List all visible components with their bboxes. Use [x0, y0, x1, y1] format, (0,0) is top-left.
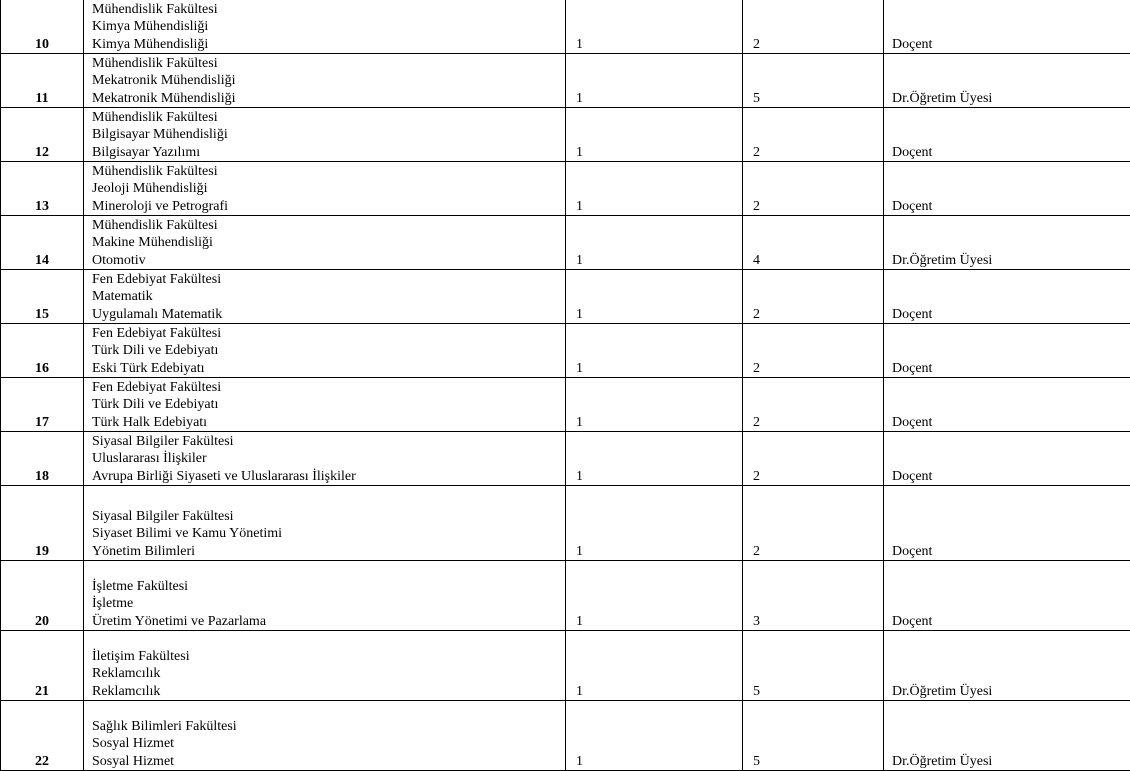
program-name: Eski Türk Edebiyatı — [92, 360, 565, 378]
degree-value: 2 — [743, 324, 884, 378]
row-number: 10 — [1, 0, 84, 54]
department-name: İşletme — [92, 595, 565, 613]
table-row — [1, 54, 1130, 108]
degree-value: 2 — [743, 486, 884, 561]
degree-value: 4 — [743, 216, 884, 270]
academic-title: Doçent — [884, 108, 1130, 162]
academic-title: Doçent — [884, 378, 1130, 432]
row-number: 20 — [1, 561, 84, 631]
program-name: Bilgisayar Yazılımı — [92, 144, 565, 162]
table-row — [1, 701, 1130, 771]
program-name: Uygulamalı Matematik — [92, 306, 565, 324]
unit-cell — [84, 631, 566, 701]
academic-title: Doçent — [884, 561, 1130, 631]
unit-cell — [84, 54, 566, 108]
position-count: 1 — [566, 432, 743, 486]
position-count: 1 — [566, 0, 743, 54]
department-name: Bilgisayar Mühendisliği — [92, 126, 565, 144]
academic-title: Dr.Öğretim Üyesi — [884, 54, 1130, 108]
row-number: 17 — [1, 378, 84, 432]
academic-title: Doçent — [884, 432, 1130, 486]
unit-cell — [84, 108, 566, 162]
table-row — [1, 216, 1130, 270]
position-count: 1 — [566, 324, 743, 378]
program-name: Üretim Yönetimi ve Pazarlama — [92, 613, 565, 631]
position-count: 1 — [566, 54, 743, 108]
faculty-name: Mühendislik Fakültesi — [92, 55, 565, 73]
academic-title: Dr.Öğretim Üyesi — [884, 216, 1130, 270]
academic-title: Doçent — [884, 324, 1130, 378]
department-name: Türk Dili ve Edebiyatı — [92, 396, 565, 414]
faculty-name: Mühendislik Fakültesi — [92, 217, 565, 235]
unit-cell — [84, 0, 566, 54]
degree-value: 2 — [743, 162, 884, 216]
table-row — [1, 432, 1130, 486]
row-number: 15 — [1, 270, 84, 324]
degree-value: 2 — [743, 378, 884, 432]
faculty-name: Siyasal Bilgiler Fakültesi — [92, 433, 565, 451]
program-name: Kimya Mühendisliği — [92, 36, 565, 54]
position-count: 1 — [566, 270, 743, 324]
degree-value: 2 — [743, 108, 884, 162]
department-name: Mekatronik Mühendisliği — [92, 72, 565, 90]
degree-value: 2 — [743, 270, 884, 324]
degree-value: 5 — [743, 701, 884, 771]
position-count: 1 — [566, 631, 743, 701]
program-name: Türk Halk Edebiyatı — [92, 414, 565, 432]
faculty-name: Siyasal Bilgiler Fakültesi — [92, 508, 565, 526]
row-number: 22 — [1, 701, 84, 771]
table-row — [1, 561, 1130, 631]
degree-value: 2 — [743, 432, 884, 486]
program-name: Avrupa Birliği Siyaseti ve Uluslararası İlişkiler — [92, 468, 565, 486]
unit-cell — [84, 270, 566, 324]
position-count: 1 — [566, 486, 743, 561]
academic-title: Dr.Öğretim Üyesi — [884, 701, 1130, 771]
department-name: Jeoloji Mühendisliği — [92, 180, 565, 198]
unit-cell — [84, 486, 566, 561]
table-row — [1, 108, 1130, 162]
unit-cell — [84, 561, 566, 631]
department-name: Matematik — [92, 288, 565, 306]
table-row — [1, 162, 1130, 216]
table-row — [1, 324, 1130, 378]
academic-title: Dr.Öğretim Üyesi — [884, 631, 1130, 701]
position-count: 1 — [566, 108, 743, 162]
position-count: 1 — [566, 216, 743, 270]
unit-cell — [84, 324, 566, 378]
department-name: Uluslararası İlişkiler — [92, 450, 565, 468]
table-row — [1, 631, 1130, 701]
academic-title: Doçent — [884, 486, 1130, 561]
degree-value: 2 — [743, 0, 884, 54]
table-row — [1, 378, 1130, 432]
department-name: Kimya Mühendisliği — [92, 18, 565, 36]
row-number: 18 — [1, 432, 84, 486]
table-row — [1, 270, 1130, 324]
program-name: Reklamcılık — [92, 683, 565, 701]
row-number: 12 — [1, 108, 84, 162]
faculty-name: Mühendislik Fakültesi — [92, 1, 565, 19]
row-number: 13 — [1, 162, 84, 216]
table-row — [1, 486, 1130, 561]
faculty-name: Fen Edebiyat Fakültesi — [92, 379, 565, 397]
row-number: 14 — [1, 216, 84, 270]
faculty-name: Fen Edebiyat Fakültesi — [92, 271, 565, 289]
unit-cell — [84, 432, 566, 486]
program-name: Yönetim Bilimleri — [92, 543, 565, 561]
row-number: 19 — [1, 486, 84, 561]
faculty-name: Fen Edebiyat Fakültesi — [92, 325, 565, 343]
academic-title: Doçent — [884, 270, 1130, 324]
academic-title: Doçent — [884, 162, 1130, 216]
unit-cell — [84, 162, 566, 216]
faculty-name: Mühendislik Fakültesi — [92, 109, 565, 127]
department-name: Türk Dili ve Edebiyatı — [92, 342, 565, 360]
department-name: Sosyal Hizmet — [92, 735, 565, 753]
program-name: Mineroloji ve Petrografi — [92, 198, 565, 216]
row-number: 11 — [1, 54, 84, 108]
department-name: Siyaset Bilimi ve Kamu Yönetimi — [92, 525, 565, 543]
faculty-name: Sağlık Bilimleri Fakültesi — [92, 718, 565, 736]
position-count: 1 — [566, 701, 743, 771]
academic-title: Doçent — [884, 0, 1130, 54]
degree-value: 3 — [743, 561, 884, 631]
position-count: 1 — [566, 378, 743, 432]
row-number: 16 — [1, 324, 84, 378]
table-row — [1, 0, 1130, 54]
faculty-name: İşletme Fakültesi — [92, 578, 565, 596]
degree-value: 5 — [743, 631, 884, 701]
program-name: Sosyal Hizmet — [92, 753, 565, 771]
position-count: 1 — [566, 162, 743, 216]
unit-cell — [84, 701, 566, 771]
program-name: Otomotiv — [92, 252, 565, 270]
program-name: Mekatronik Mühendisliği — [92, 90, 565, 108]
position-count: 1 — [566, 561, 743, 631]
row-number: 21 — [1, 631, 84, 701]
unit-cell — [84, 378, 566, 432]
department-name: Reklamcılık — [92, 665, 565, 683]
unit-cell — [84, 216, 566, 270]
faculty-name: İletişim Fakültesi — [92, 648, 565, 666]
department-name: Makine Mühendisliği — [92, 234, 565, 252]
faculty-name: Mühendislik Fakültesi — [92, 163, 565, 181]
degree-value: 5 — [743, 54, 884, 108]
